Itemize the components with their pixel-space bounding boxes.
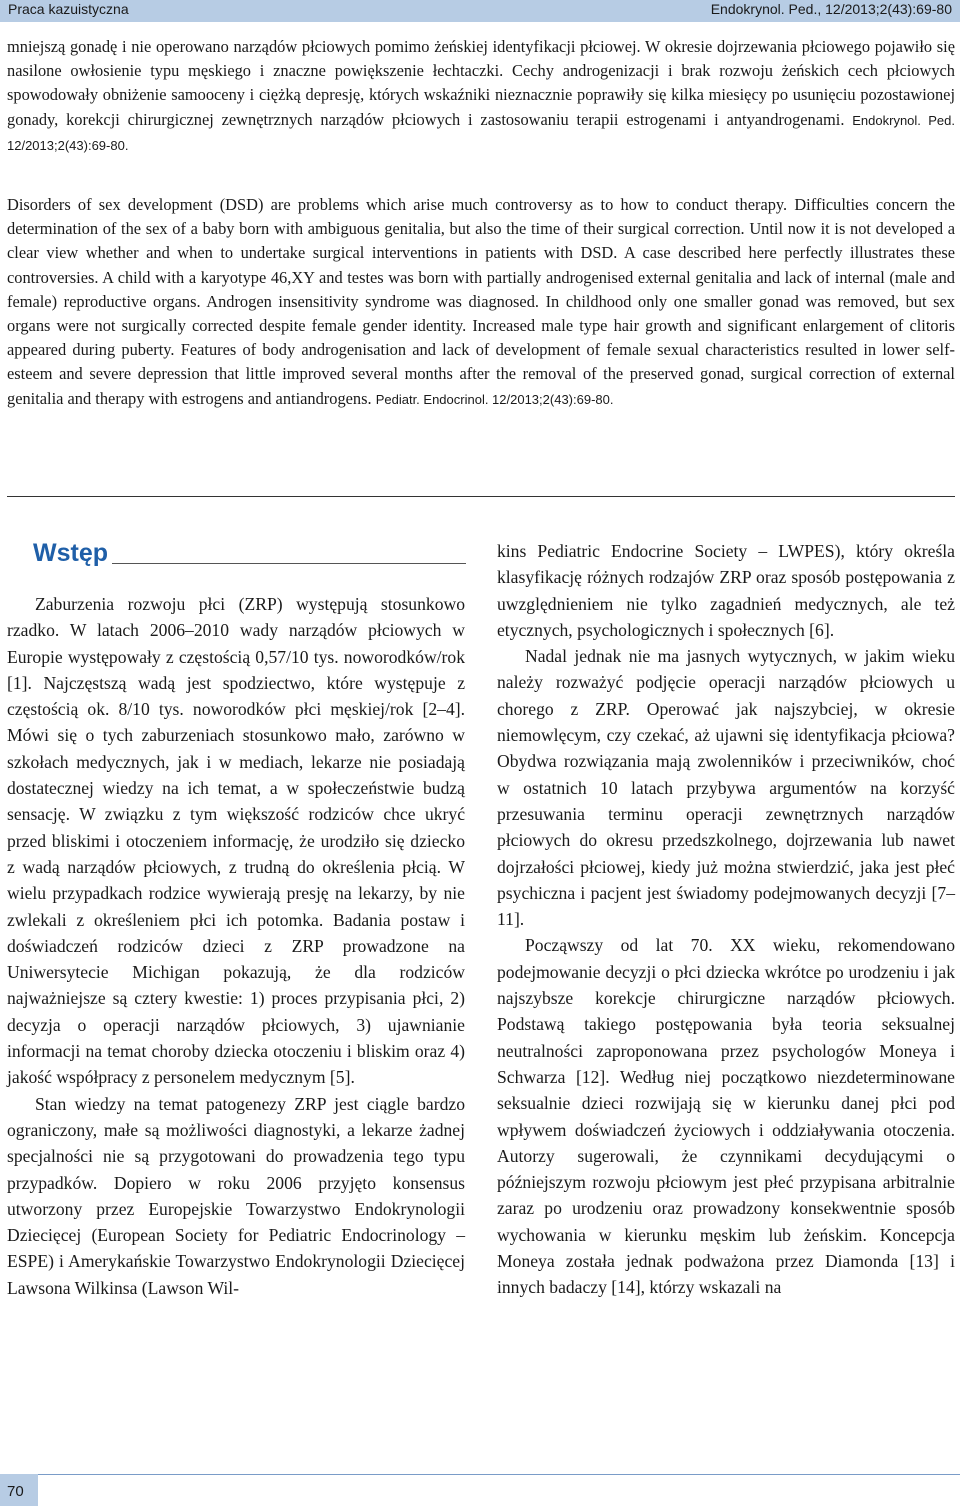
paragraph: Zaburzenia rozwoju płci (ZRP) występują stosunkowo rzadko. W latach 2006–2010 wady narządów płciowych w Europie występowały z częstością 0,57/10 tys. noworodków/rok [1]. Najczęstszą wadą jest spodziectwo, które występuje z częstością ok. 8/10 tys. noworodków płci męskiej/rok [2–4]. Mówi się o tych zaburzeniach stosunkowo mało, zarówno w szkołach medycznych, jak i w mediach, lekarze nie posiadają dostatecznej wiedzy na ich temat, a w społeczeństwie budzą sensację. W związku z tym większość rodziców chce ukryć przed bliskimi i otoczeniem informację, że urodziło się dziecko z wadą narządów płciowych, z trudną do określenia płcią. W wielu przypadkach rodzice wywierają presję na lekarzy, by nie zwlekali z określeniem płci ich potomka. Badania postaw i doświadczeń rodziców dzieci z ZRP prowadzone na Uniwersytecie Michigan pokazują, że dla rodziców najważniejsze są cztery kwestie: 1) proces przypisania płci, 2) decyzja o operacji narządów płciowych, 3) ujawnianie informacji na temat choroby dziecka otoczeniu i bliskim oraz 4) jakość współpracy z personelem medycznym [5].	[7, 594, 465, 1088]
paragraph: kins Pediatric Endocrine Society – LWPES), który określa klasyfikację różnych rodzajów ZRP oraz sposób postępowania z uwzględnieniem nie tylko zagadnień medycznych, ale też etycznych, psychologicznych i społecznych [6].	[497, 541, 955, 640]
abstract-english-citation: Pediatr. Endocrinol. 12/2013;2(43):69-80.	[375, 391, 614, 407]
section-heading: Wstęp	[33, 539, 108, 567]
article-type-label: Praca kazuistyczna	[8, 1, 129, 17]
abstract-polish	[7, 35, 955, 158]
page-number: 70	[7, 1483, 24, 1500]
section-heading-rule	[112, 563, 466, 564]
abstract-polish-citation: Endokrynol. Ped. 12/2013;2(43):69-80.	[7, 112, 955, 153]
journal-citation-header: Endokrynol. Ped., 12/2013;2(43):69-80	[710, 1, 952, 17]
paragraph: Począwszy od lat 70. XX wieku, rekomendowano podejmowanie decyzji o płci dziecka wkrótce po urodzeniu i jak najszybsze korekcje chirurgiczne narządów płciowych. Podstawą takiego postępowania była teoria seksualnej neutralności zaproponowana przez psychologów Moneya i Schwarza [12]. Według niej początkowo niezdeterminowane seksualnie dzieci rozwijają się w kierunku danej płci pod wpływem doświadczeń życiowych i oddziaływania otoczenia. Autorzy sugerowali, że czynnikami decydującymi o późniejszym rozwoju płciowym jest płeć przypisana arbitralnie zaraz po urodzeniu oraz prowadzony konsekwentnie sposób wychowania w kierunku męskim lub żeńskim. Koncepcja Moneya została jednak podważona przez Diamonda [13] i innych badaczy [14], którzy wskazali na	[497, 935, 955, 1298]
abstract-divider	[7, 496, 955, 497]
right-column	[497, 538, 955, 1301]
abstract-english-text: Disorders of sex development (DSD) are problems which arise much controversy as to how to conduct therapy. Difficulties concern the determination of the sex of a baby born with ambiguous genitalia, but also the time of their surgical correction. Until now it is not developed a clear view whether and when to undertake surgical interventions in patients with DSD. A case described here perfectly illustrates these controversies. A child with a karyotype 46,XY and testes was born with partially androgenised external genitalia and lack of internal (male and female) reproductive organs. Androgen insensitivity syndrome was diagnosed. In childhood only one smaller gonad was removed, but sex organs were not surgically corrected despite female gender identity. Increased male type hair growth and significant enlargement of clitoris appeared during puberty. Features of body androgenisation and lack of development of female sexual characteristics resulted in lower self-esteem and severe depression that little improved several months after the removal of the preserved gonad, surgical correction of external genitalia and therapy with estrogens and antiandrogens.	[7, 195, 955, 408]
page-number-box	[0, 1474, 38, 1506]
abstract-english	[7, 193, 955, 412]
abstract-polish-text: mniejszą gonadę i nie operowano narządów płciowych pomimo żeńskiej identyfikacji płciowej. W okresie dojrzewania płciowego pojawiło się nasilone owłosienie typu męskiego i znaczne powiększenie łechtaczki. Cechy androgenizacji i brak rozwoju żeńskich cech płciowych spowodowały obniżenie samooceny i ciężką depresję, których wskaźniki nieznacznie poprawiły się kilka miesięcy po usunięciu pozostawionej gonady, korekcji chirurgicznej zewnętrznych narządów płciowych i zastosowaniu terapii estrogenami i antyandrogenami.	[7, 37, 955, 129]
running-header	[0, 0, 960, 22]
left-column	[7, 591, 465, 1301]
footer-rule	[0, 1474, 960, 1475]
paragraph: Stan wiedzy na temat patogenezy ZRP jest ciągle bardzo ograniczony, małe są możliwości diagnostyki, a lekarze żadnej specjalności nie są przygotowani do prowadzenia tego typu przypadków. Dopiero w roku 2006 przyjęto konsensus utworzony przez Europejskie Towarzystwo Endokrynologii Dziecięcej (European Society for Pediatric Endocrinology – ESPE) i Amerykańskie Towarzystwo Endokrynologii Dziecięcej Lawsona Wilkinsa (Lawson Wil-	[7, 1093, 465, 1298]
paragraph: Nadal jednak nie ma jasnych wytycznych, w jakim wieku należy rozważyć podjęcie operacji narządów płciowych u chorego z ZRP. Operować jak najszybciej, w okresie niemowlęcym, czy czekać, aż ujawni się identyfikacja płciowa? Obydwa rozwiązania mają zwolenników i przeciwników, choć w ostatnich 10 latach przybywa argumentów na korzyść przesuwania terminu operacji zewnętrznych narządów płciowych do okresu przedszkolnego, dojrzewania lub nawet dojrzałości płciowej, kiedy już można stwierdzić, jaka jest płeć psychiczna i pacjent jest świadomy podejmowanych decyzji [7–11].	[497, 646, 955, 930]
